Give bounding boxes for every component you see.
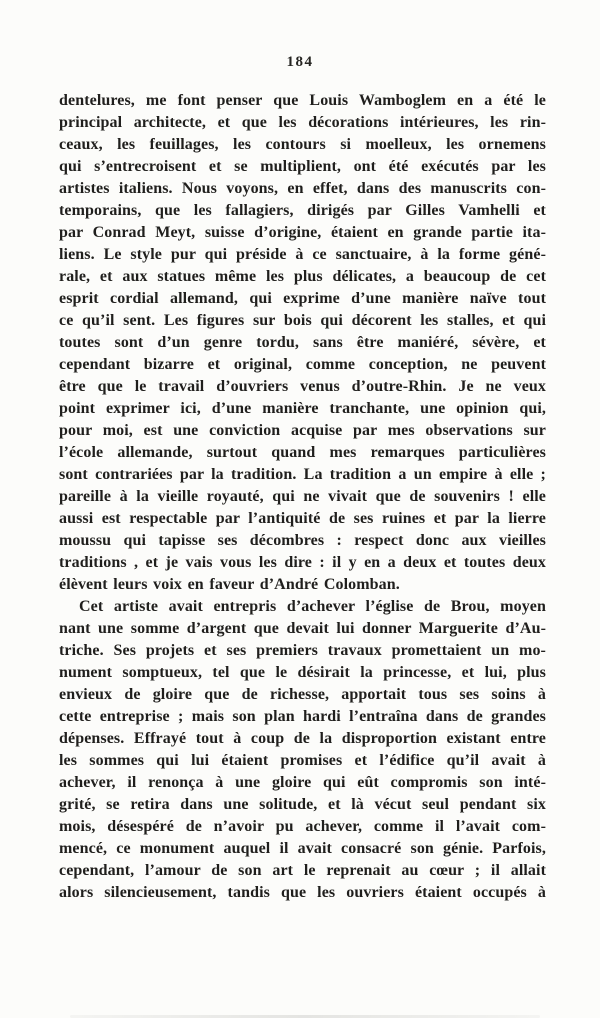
text-line: ceaux, les feuillages, les contours si moelleux, les ornemens: [59, 136, 546, 153]
text-line: pareille à la vieille royauté, qui ne vivait que de souvenirs ! elle: [59, 488, 546, 505]
text-line: cependant bizarre et original, comme conception, ne peuvent: [59, 356, 546, 373]
text-line: principal architecte, et que les décorations intérieures, les rin-: [59, 114, 546, 131]
text-line: mencé, ce monument auquel il avait consacré son génie. Parfois,: [59, 840, 546, 857]
text-line: point exprimer ici, d’une manière tranchante, une opinion qui,: [59, 400, 546, 417]
text-line: esprit cordial allemand, qui exprime d’une manière naïve tout: [59, 290, 546, 307]
page-number: 184: [286, 54, 314, 70]
text-line: triche. Ses projets et ses premiers travaux promettaient un mo-: [59, 642, 546, 659]
text-line: achever, il renonça à une gloire qui eût compromis son inté-: [59, 774, 546, 791]
text-line: élèvent leurs voix en faveur d’André Colomban.: [59, 576, 400, 593]
text-line: pour moi, est une conviction acquise par mes observations sur: [59, 422, 546, 439]
text-line: liens. Le style pur qui préside à ce sanctuaire, à la forme géné-: [59, 246, 546, 263]
text-line: l’école allemande, surtout quand mes remarques particulières: [59, 444, 546, 461]
text-line: rale, et aux statues même les plus délicates, a beaucoup de cet: [59, 268, 546, 285]
text-line: temporains, que les fallagiers, dirigés par Gilles Vamhelli et: [59, 202, 546, 219]
text-line: nument somptueux, tel que le désirait la princesse, et lui, plus: [59, 664, 546, 681]
text-line: moussu qui tapisse ses décombres : respect donc aux vieilles: [59, 532, 546, 549]
text-line: nant une somme d’argent que devait lui donner Marguerite d’Au-: [59, 620, 546, 637]
text-line: qui s’entrecroisent et se multiplient, ont été exécutés par les: [59, 158, 546, 175]
text-line: toutes sont d’un genre tordu, sans être maniéré, sévère, et: [59, 334, 546, 351]
text-line: dépenses. Effrayé tout à coup de la disproportion existant entre: [59, 730, 546, 747]
text-line: être que le travail d’ouvriers venus d’outre-Rhin. Je ne veux: [59, 378, 546, 395]
text-line: Cet artiste avait entrepris d’achever l’église de Brou, moyen: [79, 598, 546, 615]
text-line: par Conrad Meyt, suisse d’origine, étaient en grande partie ita-: [59, 224, 546, 241]
text-block: [59, 90, 546, 904]
text-line: alors silencieusement, tandis que les ouvriers étaient occupés à: [59, 884, 546, 901]
text-line: cette entreprise ; mais son plan hardi l’entraîna dans de grandes: [59, 708, 546, 725]
text-line: les sommes qui lui étaient promises et l’édifice qu’il avait à: [59, 752, 546, 769]
text-line: ce qu’il sent. Les figures sur bois qui décorent les stalles, et qui: [59, 312, 546, 329]
text-line: artistes italiens. Nous voyons, en effet, dans des manuscrits con-: [59, 180, 546, 197]
text-line: mois, désespéré de n’avoir pu achever, comme il l’avait com-: [59, 818, 546, 835]
paragraph: [59, 596, 546, 904]
paragraph: [59, 90, 546, 596]
text-line: cependant, l’amour de son art le reprenait au cœur ; il allait: [59, 862, 546, 879]
text-line: sont contrariées par la tradition. La tradition a un empire à elle ;: [59, 466, 546, 483]
text-line: envieux de gloire que de richesse, apportait tous ses soins à: [59, 686, 546, 703]
text-line: dentelures, me font penser que Louis Wamboglem en a été le: [59, 92, 546, 109]
text-line: aussi est respectable par l’antiquité de ses ruines et par la lierre: [59, 510, 546, 527]
text-line: grité, se retira dans une solitude, et là vécut seul pendant six: [59, 796, 546, 813]
text-line: traditions , et je vais vous les dire : il y en a deux et toutes deux: [59, 554, 546, 571]
